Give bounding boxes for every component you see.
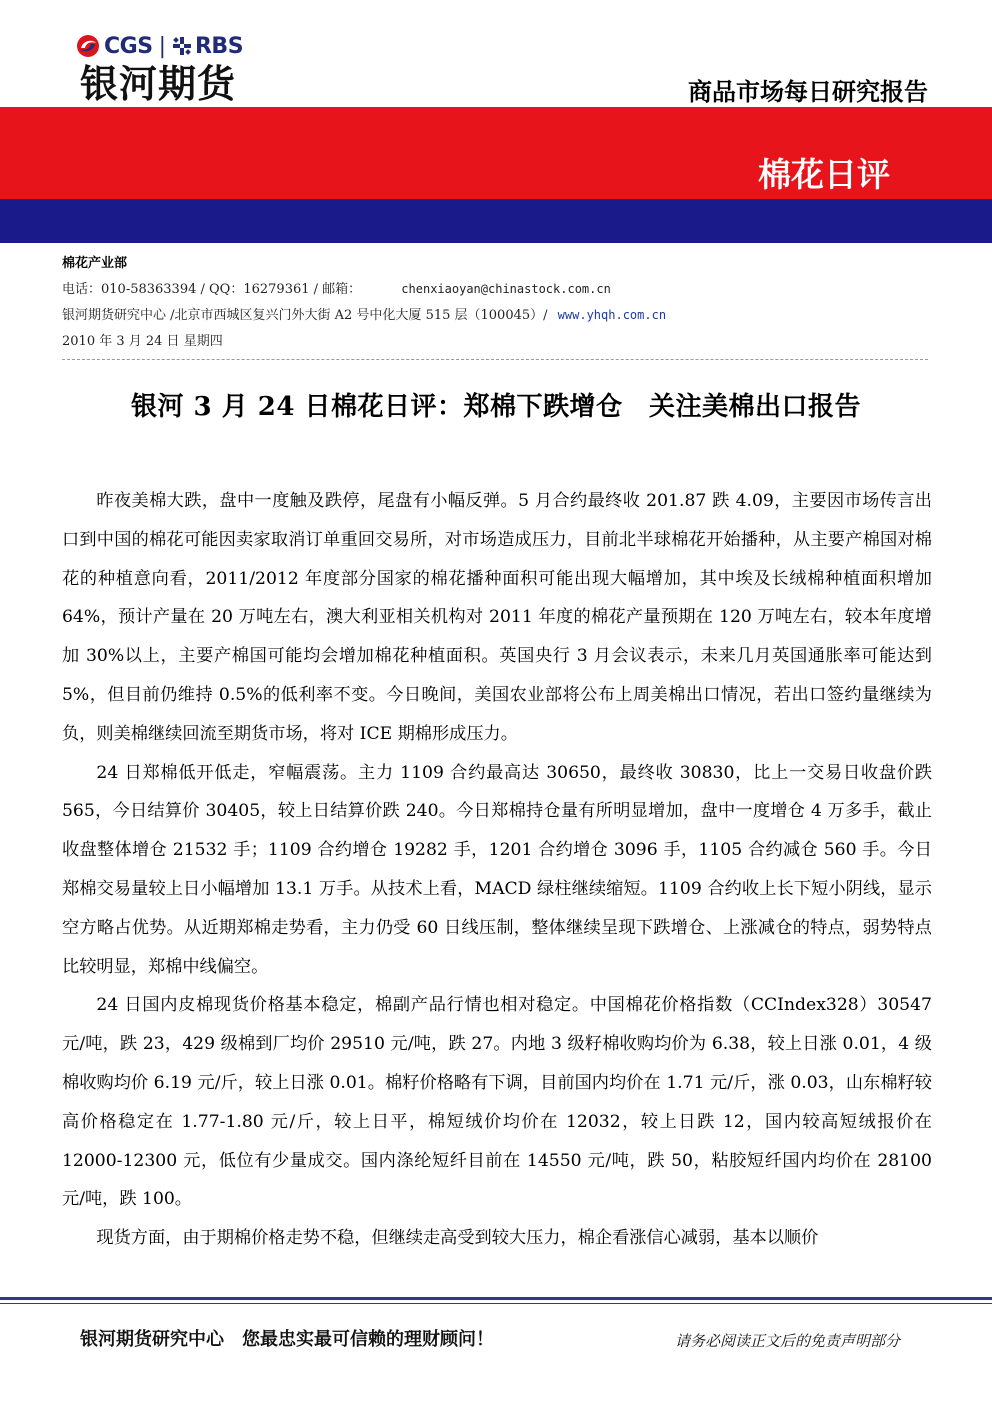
footer-rule-thin [0, 1303, 992, 1304]
logo-cgs-text: CGS [104, 33, 153, 59]
band-title: 棉花日评 [758, 155, 890, 194]
paragraph: 现货方面，由于期棉价格走势不稳，但继续走高受到较大压力，棉企看涨信心减弱，基本以顺价 [96, 1228, 819, 1249]
dashed-divider [62, 359, 928, 360]
logo-separator: | [158, 33, 166, 59]
paragraph: 昨夜美棉大跌，盘中一度触及跌停，尾盘有小幅反弹。5 月合约最终收 201.87 跌 4.09，主要因市场传言出口到中国的棉花可能因卖家取消订单重回交易所，对市场造成压力，目前北半球棉花开始播种，从主要产棉国对棉花的种植意向看，2011/2012 年度部分国家的棉花播种面积可能出现大幅增加，其中埃及长绒棉种植面积增加 64%，预计产量在 20 万吨左右，澳大利亚相关机构对 2011 年度的棉花产量预期在 120 万吨左右，较本年度增加 30%以上，主要产棉国可能均会增加棉花种植面积。英国央行 3 月会议表示，未来几月英国通胀率可能达到 5%，但目前仍维持 0.5%的低利率不变。今日晚间，美国农业部将公布上周美棉出口情况，若出口签约量继续为负，则美棉继续回流至期货市场，将对 ICE 期棉形成压力。 [62, 491, 932, 744]
paragraph: 24 日郑棉低开低走，窄幅震荡。主力 1109 合约最高达 30650，最终收 30830，比上一交易日收盘价跌 565，今日结算价 30405，较上日结算价跌 240。今日郑棉持仓量有所明显增加，盘中一度增仓 4 万多手，截止收盘整体增仓 21532 手；1109 合约增仓 19282 手，1201 合约增仓 3096 手，1105 合约减仓 560 手。今日郑棉交易量较上日小幅增加 13.1 万手。从技术上看，MACD 绿柱继续缩短。1109 合约收上长下短小阴线，显示空方略占优势。从近期郑棉走势看，主力仍受 60 日线压制，整体继续呈现下跌增仓、上涨减仓的特点，弱势特点比较明显，郑棉中线偏空。 [62, 762, 932, 977]
contact-address-line [62, 304, 666, 323]
article-title: 银河 3 月 24 日棉花日评：郑棉下跌增仓 关注美棉出口报告 [131, 392, 861, 422]
footer-slogan: 银河期货研究中心 您最忠实最可信赖的理财顾问！ [80, 1329, 494, 1350]
report-type: 商品市场每日研究报告 [688, 78, 928, 106]
address-text: 银河期货研究中心 /北京市西城区复兴门外大街 A2 号中化大厦 515 层（100045）/ [62, 308, 548, 323]
department: 棉花产业部 [62, 256, 128, 271]
footer-rule-thick [0, 1297, 992, 1300]
phone-qq-email-label: 电话：010-58363394 / QQ：16279361 / 邮箱： [62, 282, 362, 297]
paragraph: 24 日国内皮棉现货价格基本稳定，棉副产品行情也相对稳定。中国棉花价格指数（CCIndex328）30547 元/吨，跌 23，429 级棉到厂均价 29510 元/吨，跌 27。内地 3 级籽棉收购均价为 6.38，较上日涨 0.01，4 级棉收购均价 6.19 元/斤，较上日涨 0.01。棉籽价格略有下调，目前国内均价在 1.71 元/斤，涨 0.03，山东棉籽较高价格稳定在 1.77-1.80 元/斤，较上日平，棉短绒价均价在 12032，较上日跌 12，国内较高短绒报价在 12000-12300 元，低位有少量成交。国内涤纶短纤目前在 14550 元/吨，跌 50，粘胶短纤国内均价在 28100 元/吨，跌 100。 [62, 995, 932, 1210]
cgs-rbs-logo [76, 33, 243, 59]
rbs-daisy-icon [172, 36, 192, 56]
report-date: 2010 年 3 月 24 日 星期四 [62, 334, 223, 349]
logo-rbs-text: RBS [194, 33, 244, 59]
disclaimer-note: 请务必阅读正文后的免责声明部分 [674, 1332, 900, 1350]
article-body [62, 482, 932, 1258]
website-link[interactable]: www.yhqh.com.cn [557, 308, 667, 322]
header-blue-band [0, 199, 992, 243]
logo-chinese-name: 银河期货 [80, 62, 237, 106]
cgs-swirl-icon [76, 34, 100, 58]
contact-phone-line [62, 278, 611, 297]
email-address[interactable]: chenxiaoyan@chinastock.com.cn [401, 282, 611, 296]
